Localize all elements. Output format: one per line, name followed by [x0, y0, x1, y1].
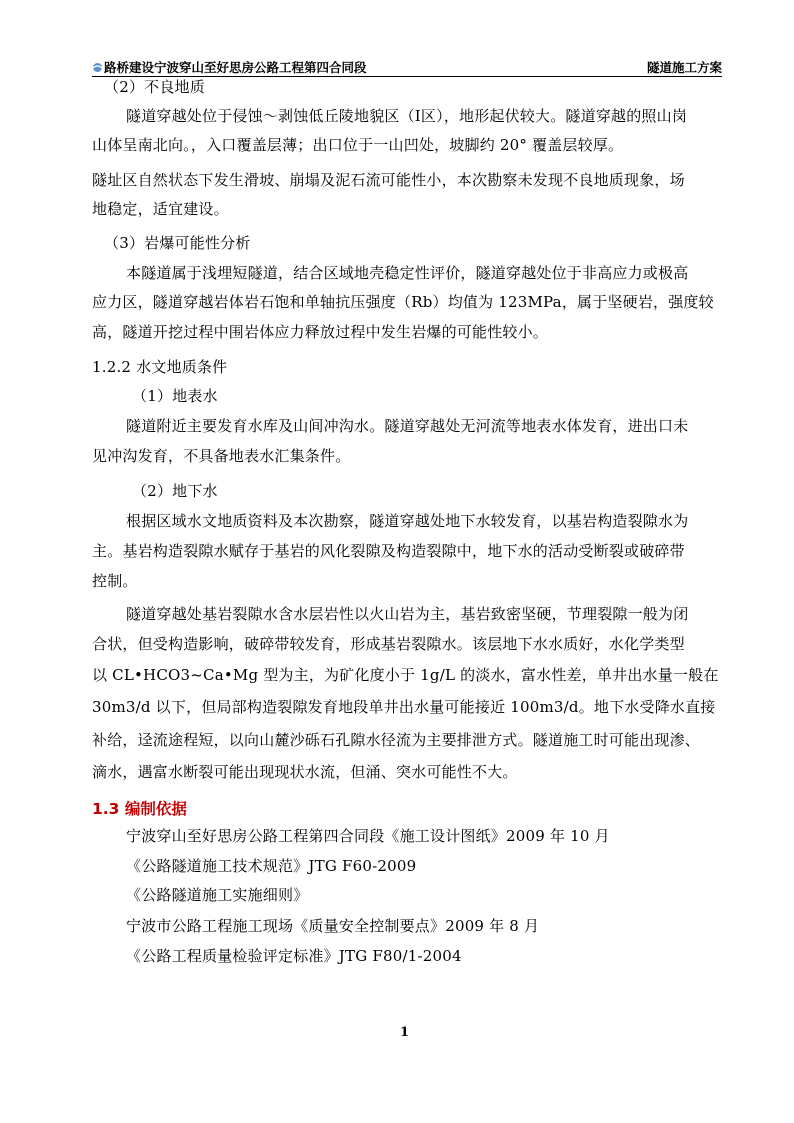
page-header: [92, 56, 722, 77]
paragraph-line: 本隧道属于浅埋短隧道，结合区域地壳稳定性评价，隧道穿越处位于非高应力或极高: [126, 264, 689, 282]
paragraph-line: 见冲沟发育，不具备地表水汇集条件。: [92, 447, 351, 465]
reference-item: 《公路工程质量检验评定标准》JTG F80/1-2004: [126, 947, 462, 965]
paragraph-line: 隧址区自然状态下发生滑坡、崩塌及泥石流可能性小，本次勘察未发现不良地质现象，场: [92, 171, 685, 189]
header-left-title: 路桥建设宁波穿山至好思房公路工程第四合同段: [104, 60, 367, 75]
reference-item: 宁波穿山至好思房公路工程第四合同段《施工设计图纸》2009 年 10 月: [126, 827, 610, 845]
reference-item: 《公路隧道施工技术规范》JTG F60-2009: [126, 857, 417, 875]
paragraph-line: 主。基岩构造裂隙水赋存于基岩的风化裂隙及构造裂隙中，地下水的活动受断裂或破碎带: [92, 542, 685, 560]
paragraph-line: 30m3/d 以下，但局部构造裂隙发育地段单井出水量可能接近 100m3/d。地下水受降水直接: [92, 698, 716, 716]
subheading-groundwater: （2）地下水: [132, 482, 218, 500]
paragraph-line: 滴水，遇富水断裂可能出现现状水流，但涌、突水可能性不大。: [92, 763, 518, 781]
section-heading-hydrogeology: 1.2.2 水文地质条件: [92, 358, 228, 376]
paragraph-line: 以 CL•HCO3~Ca•Mg 型为主，为矿化度小于 1g/L 的淡水，富水性差，单井出水量一般在: [92, 666, 719, 684]
paragraph-line: 应力区，隧道穿越岩体岩石饱和单轴抗压强度（Rb）均值为 123MPa，属于坚硬岩，强度较: [92, 293, 714, 311]
page-number: 1: [400, 1025, 410, 1040]
reference-item: 《公路隧道施工实施细则》: [126, 886, 309, 904]
header-left-group: [92, 58, 367, 76]
paragraph-line: 控制。: [92, 572, 138, 590]
subheading-surface-water: （1）地表水: [132, 387, 218, 405]
paragraph-line: 合状，但受构造影响，破碎带较发育，形成基岩裂隙水。该层地下水水质好，水化学类型: [92, 635, 685, 653]
paragraph-line: 补给，迳流途程短，以向山麓沙砾石孔隙水径流为主要排泄方式。隧道施工时可能出现渗、: [92, 731, 701, 749]
paragraph-line: 地稳定，适宜建设。: [92, 200, 229, 218]
paragraph-line: 山体呈南北向。，入口覆盖层薄；出口位于一山凹处，坡脚约 20° 覆盖层较厚。: [92, 136, 624, 154]
paragraph-line: 根据区域水文地质资料及本次勘察，隧道穿越处地下水较发育，以基岩构造裂隙水为: [126, 512, 689, 530]
header-right-title: 隧道施工方案: [646, 60, 722, 75]
paragraph-line: 隧道附近主要发育水库及山间冲沟水。隧道穿越处无河流等地表水体发育，进出口未: [126, 417, 689, 435]
paragraph-line: 隧道穿越处位于侵蚀～剥蚀低丘陵地貌区（Ⅰ区），地形起伏较大。隧道穿越的照山岗: [126, 107, 688, 125]
company-logo-icon: [92, 62, 103, 73]
reference-item: 宁波市公路工程施工现场《质量安全控制要点》2009 年 8 月: [126, 917, 540, 935]
paragraph-line: 隧道穿越处基岩裂隙水含水层岩性以火山岩为主，基岩致密坚硬，节理裂隙一般为闭: [126, 605, 689, 623]
subheading-rockburst: （3）岩爆可能性分析: [104, 234, 251, 252]
subheading-bad-geology: （2）不良地质: [104, 78, 205, 96]
section-heading-basis: 1.3 编制依据: [92, 800, 187, 818]
paragraph-line: 高，隧道开挖过程中围岩体应力释放过程中发生岩爆的可能性较小。: [92, 323, 549, 341]
